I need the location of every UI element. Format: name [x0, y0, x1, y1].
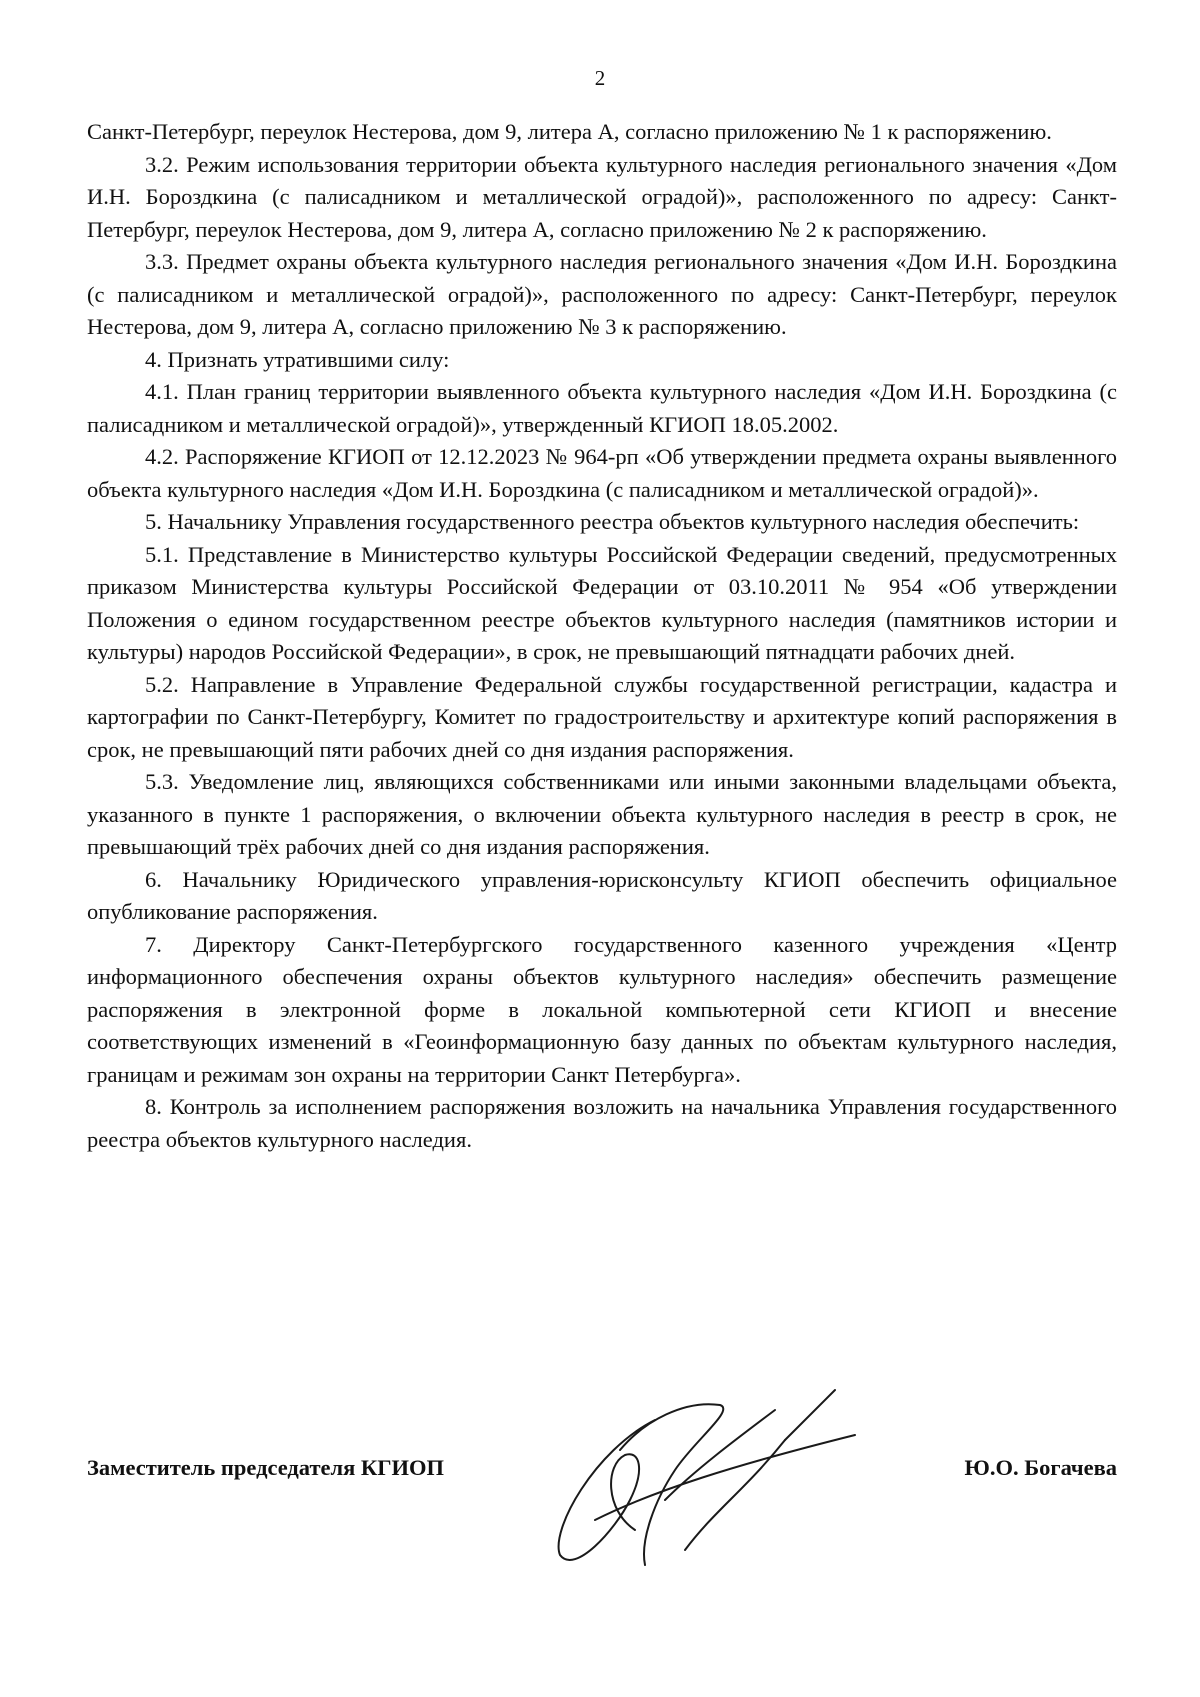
- paragraph-5-1: 5.1. Представление в Министерство культуры Российской Федерации сведений, предусмотренных приказом Министерства культуры Российской Федерации от 03.10.2011 № 954 «Об утверждении Положения о едином государственном реестре объектов культурного наследия (памятников истории и культуры) народов Российской Федерации», в срок, не превышающий пятнадцати рабочих дней.: [87, 541, 1117, 664]
- paragraph-5-2: 5.2. Направление в Управление Федеральной службы государственной регистрации, кадастра и картографии по Санкт-Петербургу, Комитет по градостроительству и архитектуре копий распоряжения в срок, не превышающий пяти рабочих дней со дня издания распоряжения.: [87, 671, 1117, 762]
- signatory-position: Заместитель председателя КГИОП: [87, 1455, 445, 1480]
- paragraph-4-1: 4.1. План границ территории выявленного объекта культурного наследия «Дом И.Н. Бороздкина (с палисадником и металлической оградой)», утвержденный КГИОП 18.05.2002.: [87, 379, 1117, 437]
- page-number: 2: [594, 66, 606, 90]
- paragraph-8: 8. Контроль за исполнением распоряжения возложить на начальника Управления государственного реестра объектов культурного наследия.: [87, 1094, 1117, 1152]
- paragraph-5: 5. Начальнику Управления государственного реестра объектов культурного наследия обеспечить:: [145, 509, 1080, 534]
- paragraph-6: 6. Начальнику Юридического управления-юрисконсульту КГИОП обеспечить официальное опубликование распоряжения.: [87, 866, 1117, 924]
- paragraph-4: 4. Признать утратившими силу:: [145, 346, 450, 372]
- paragraph-4-2: 4.2. Распоряжение КГИОП от 12.12.2023 № 964-рп «Об утверждении предмета охраны выявленного объекта культурного наследия «Дом И.Н. Бороздкина (с палисадником и металлической оградой)».: [87, 444, 1117, 502]
- paragraph-3-3: 3.3. Предмет охраны объекта культурного наследия регионального значения «Дом И.Н. Бороздкина (с палисадником и металлической оградой)», расположенного по адресу: Санкт-Петербург, переулок Нестерова, дом 9, литера А, согласно приложению № 3 к распоряжению.: [87, 249, 1117, 339]
- paragraph-7: 7. Директору Санкт-Петербургского государственного казенного учреждения «Центр информационного обеспечения охраны объектов культурного наследия» обеспечить размещение распоряжения в электронной форме в локальной компьютерной сети КГИОП и внесение соответствующих изменений в «Геоинформационную базу данных по объектам культурного наследия, границам и режимам зон охраны на территории Санкт Петербурга».: [87, 931, 1117, 1087]
- handwritten-signature: [535, 1380, 875, 1580]
- signatory-name: Ю.О. Богачева: [964, 1455, 1117, 1480]
- paragraph-3-2: 3.2. Режим использования территории объекта культурного наследия регионального значения «Дом И.Н. Бороздкина (с палисадником и металлической оградой)», расположенного по адресу: Санкт-Петербург, переулок Нестерова, дом 9, литера А, согласно приложению № 2 к распоряжению.: [87, 151, 1117, 242]
- paragraph-5-3: 5.3. Уведомление лиц, являющихся собственниками или иными законными владельцами объекта, указанного в пункте 1 распоряжения, о включении объекта культурного наследия в реестр в срок, не превышающий трёх рабочих дней со дня издания распоряжения.: [87, 769, 1117, 859]
- paragraph-continuation: Санкт-Петербург, переулок Нестерова, дом 9, литера А, согласно приложению № 1 к распоряжению.: [87, 119, 1052, 144]
- document-body: [87, 116, 1117, 1156]
